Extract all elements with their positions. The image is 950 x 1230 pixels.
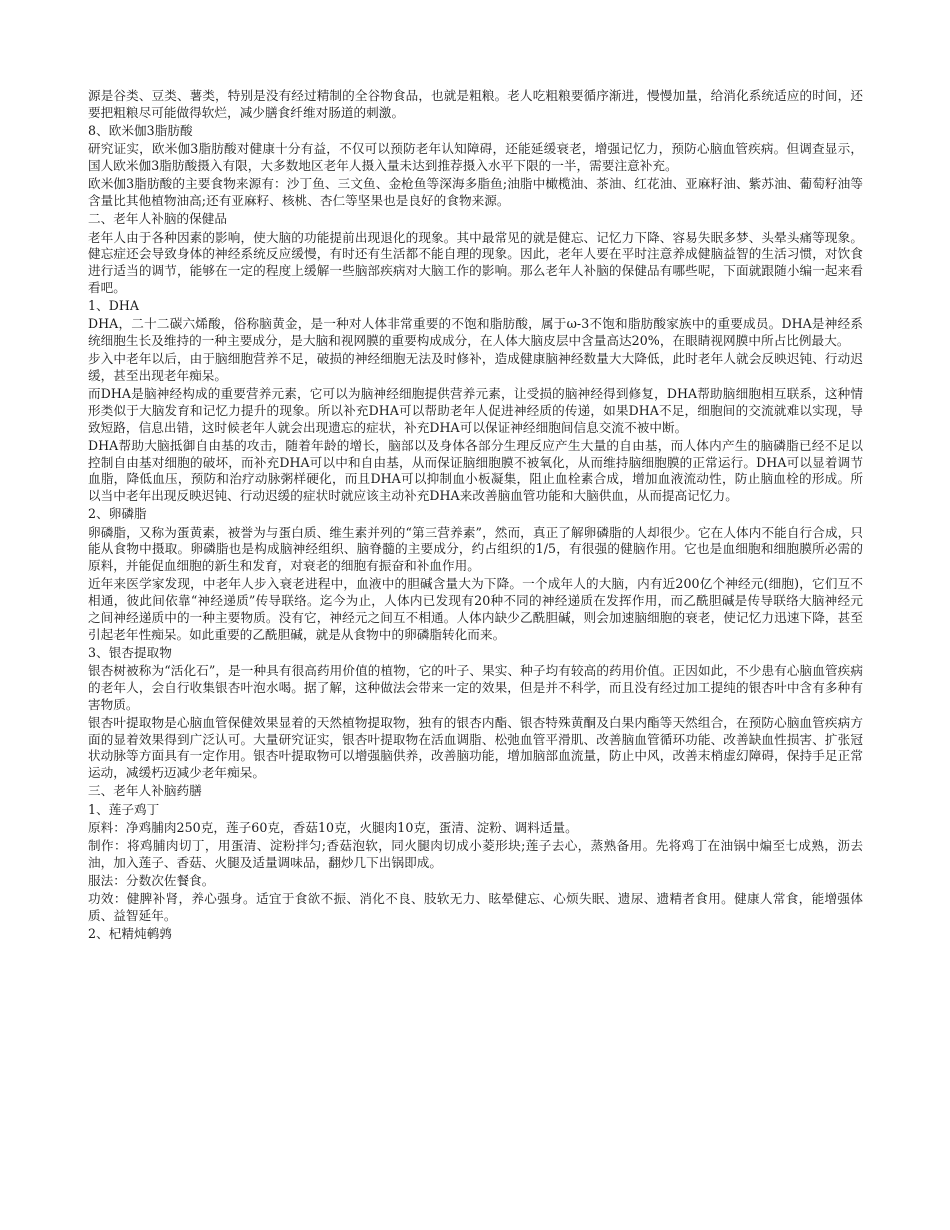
paragraph-dha-nerves: 而DHA是脑神经构成的重要营养元素，它可以为脑神经细胞提供营养元素，让受损的脑神经得到修复，DHA帮助脑细胞相互联系，这种情形类似于大脑发育和记忆力提升的现象。所以补充DHA可以帮助老年人促进神经质的传递，如果DHA不足，细胞间的交流就难以实现，导致短路，信息出错，这时候老年人就会出现遗忘的症状，补充DHA可以保证神经细胞间信息交流不被中断。 — [88, 386, 863, 435]
paragraph-dha-free-radicals: DHA帮助大脑抵御自由基的攻击，随着年龄的增长，脑部以及身体各部分生理反应产生大量的自由基，而人体内产生的脑磷脂已经不足以控制自由基对细胞的破坏，而补充DHA可以中和自由基，从而保证脑细胞膜不被氧化，从而维持脑细胞膜的正常运行。DHA可以显着调节血脂，降低血压，预防和治疗动脉粥样硬化，而且DHA可以抑制血小板凝集，阻止血栓素合成，增加血液流动性，防止脑血栓的形成。所以当中老年出现反映迟钝、行动迟缓的症状时就应该主动补充DHA来改善脑血管功能和大脑供血，从而提高记忆力。 — [88, 438, 863, 504]
paragraph-dha-definition: DHA，二十二碳六烯酸，俗称脑黄金，是一种对人体非常重要的不饱和脂肪酸，属于ω-3不饱和脂肪酸家族中的重要成员。DHA是神经系统细胞生长及维持的一种主要成分，是大脑和视网膜的重要构成成分，在人体大脑皮层中含量高达20%，在眼睛视网膜中所占比例最大。 — [88, 316, 863, 348]
heading-lotus-chicken: 1、莲子鸡丁 — [88, 801, 160, 817]
heading-recipes: 三、老年人补脑药膳 — [88, 783, 202, 799]
paragraph-ginkgo-extract: 银杏叶提取物是心脑血管保健效果显着的天然植物提取物，独有的银杏内酯、银杏特殊黄酮及白果内酯等天然组合，在预防心脑血管疾病方面的显着效果得到广泛认可。大量研究证实，银杏叶提取物在活血调脂、松弛血管平滑肌、改善脑血管循环功能、改善缺血性损害、扩张冠状动脉等方面具有一定作用。银杏叶提取物可以增强脑供养，改善脑功能，增加脑部血流量，防止中风，改善末梢虚幻障碍，保持手足正常运动，减缓朽迈减少老年痴呆。 — [88, 714, 863, 780]
heading-lecithin: 2、卵磷脂 — [88, 506, 147, 522]
paragraph-dha-aging: 步入中老年以后，由于脑细胞营养不足，破损的神经细胞无法及时修补，造成健康脑神经数量大大降低，此时老年人就会反映迟钝、行动迟缓，甚至出现老年痴呆。 — [88, 351, 863, 383]
heading-supplements: 二、老年人补脑的保健品 — [88, 211, 228, 227]
heading-dha: 1、DHA — [88, 298, 140, 313]
paragraph-preparation: 制作：将鸡脯肉切丁，用蛋清、淀粉拌匀;香菇泡软，同火腿肉切成小菱形块;莲子去心，蒸熟备用。先将鸡丁在油锅中煸至七成熟，沥去油，加入莲子、香菇、火腿及适量调味品，翻炒几下出锅即成。 — [88, 838, 863, 870]
paragraph-lecithin-choline: 近年来医学家发现，中老年人步入衰老进程中，血液中的胆碱含量大为下降。一个成年人的大脑，内有近200亿个神经元(细胞)，它们互不相通，彼此间依靠“神经递质”传导联络。迄今为止，人体内已发现有20种不同的神经递质在发挥作用，而乙酰胆碱是传导联络大脑神经元之间神经递质中的一种主要物质。没有它，神经元之间互不相通。人体内缺少乙酰胆碱，则会加速脑细胞的衰老，使记忆力迅速下降，甚至引起老年性痴呆。如此重要的乙酰胆碱，就是从食物中的卵磷脂转化而来。 — [88, 576, 863, 642]
heading-quail-stew: 2、杞精炖鹌鹑 — [88, 926, 172, 942]
paragraph-grain-intro: 源是谷类、豆类、薯类，特别是没有经过精制的全谷物食品，也就是粗粮。老人吃粗粮要循序渐进，慢慢加量，给消化系统适应的时间，还要把粗粮尽可能做得软烂，减少膳食纤维对肠道的刺激。 — [88, 88, 863, 120]
document-page — [88, 88, 863, 943]
paragraph-ingredients: 原料：净鸡脯肉250克，莲子60克，香菇10克，火腿肉10克，蛋清、淀粉、调料适量。 — [88, 819, 578, 835]
paragraph-omega3-sources: 欧米伽3脂肪酸的主要食物来源有：沙丁鱼、三文鱼、金枪鱼等深海多脂鱼;油脂中橄榄油、茶油、红花油、亚麻籽油、紫苏油、葡萄籽油等含量比其他植物油高;还有亚麻籽、核桃、杏仁等坚果也是良好的食物来源。 — [88, 176, 863, 208]
paragraph-supplements-intro: 老年人由于各种因素的影响，使大脑的功能提前出现退化的现象。其中最常见的就是健忘、记忆力下降、容易失眠多梦、头晕头痛等现象。健忘症还会导致身体的神经系统反应缓慢，有时还有生活都不能自理的现象。因此，老年人要在平时注意养成健脑益智的生活习惯，对饮食进行适当的调节，能够在一定的程度上缓解一些脑部疾病对大脑工作的影响。那么老年人补脑的保健品有哪些呢，下面就跟随小编一起来看看吧。 — [88, 229, 863, 295]
heading-ginkgo: 3、银杏提取物 — [88, 644, 172, 660]
paragraph-ginkgo-tree: 银杏树被称为“活化石”，是一种具有很高药用价值的植物，它的叶子、果实、种子均有较高的药用价值。正因如此，不少患有心脑血管疾病的老年人，会自行收集银杏叶泡水喝。据了解，这种做法会带来一定的效果，但是并不科学，而且没有经过加工提纯的银杏叶中含有多种有害物质。 — [88, 663, 863, 712]
paragraph-effects: 功效：健脾补肾，养心强身。适宜于食欲不振、消化不良、肢软无力、眩晕健忘、心烦失眠、遗尿、遗精者食用。健康人常食，能增强体质、益智延年。 — [88, 891, 863, 924]
paragraph-lecithin-definition: 卵磷脂，又称为蛋黄素，被誉为与蛋白质、维生素并列的“第三营养素”，然而，真正了解卵磷脂的人却很少。它在人体内不能自行合成，只能从食物中摄取。卵磷脂也是构成脑神经组织、脑脊髓的主要成分，约占组织的1/5，有很强的健脑作用。它也是血细胞和细胞膜所必需的原料，并能促血细胞的新生和发育，对衰老的细胞有振奋和补血作用。 — [88, 524, 863, 574]
paragraph-serving: 服法：分数次佐餐食。 — [88, 873, 215, 889]
paragraph-omega3-research: 研究证实，欧米伽3脂肪酸对健康十分有益，不仅可以预防老年认知障碍，还能延缓衰老，增强记忆力，预防心脑血管疾病。但调查显示，国人欧米伽3脂肪酸摄入有限，大多数地区老年人摄入量未达到推荐摄入水平下限的一半，需要注意补充。 — [88, 141, 863, 173]
heading-omega3: 8、欧米伽3脂肪酸 — [88, 123, 193, 138]
